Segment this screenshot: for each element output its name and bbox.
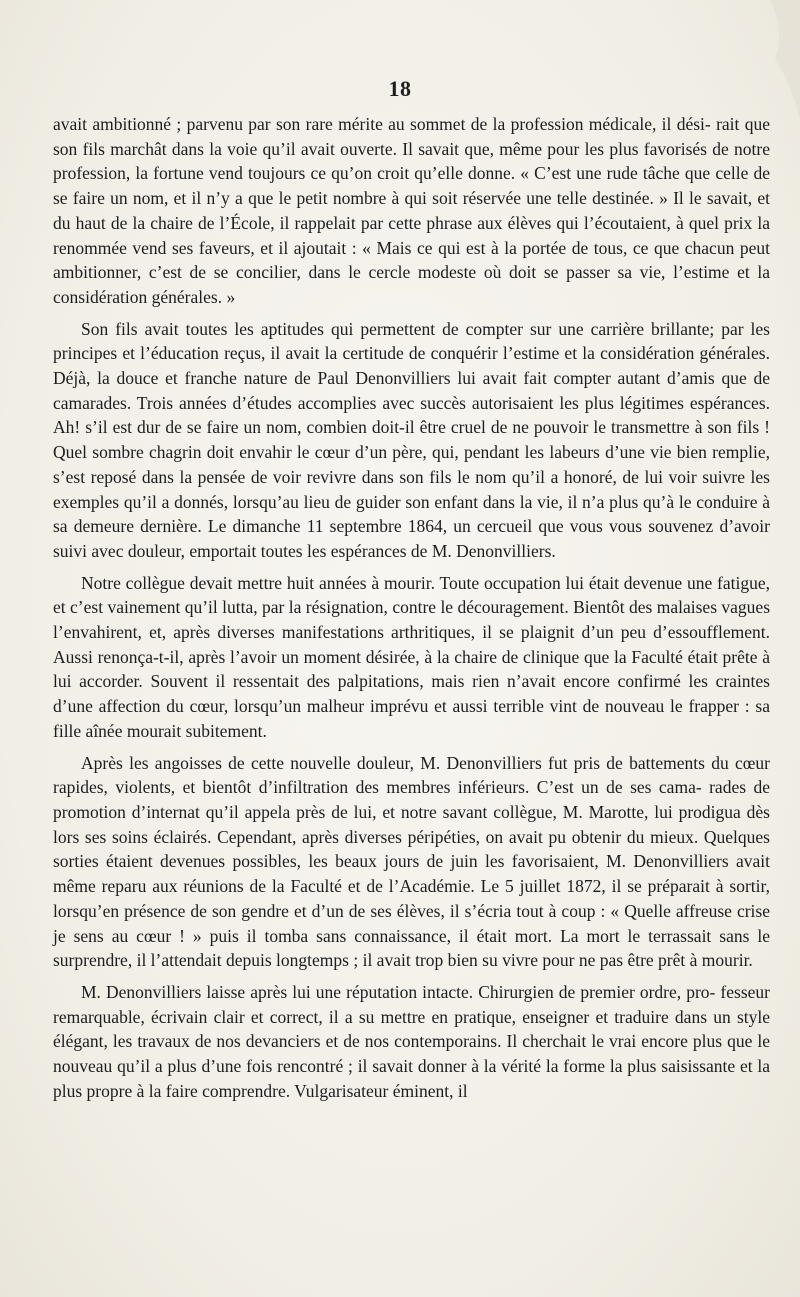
paragraph-2: Son fils avait toutes les aptitudes qui permettent de compter sur une carrière brillante; par les principes et l’éducation reçus, il avait la certitude de conquérir l’estime et la considération générales. Déjà, la douce et franche nature de Paul Denonvilliers lui avait fait compter autant d’amis que de camarades. Trois années d’études accomplies avec succès autorisaient les plus légitimes espérances. Ah! s’il est dur de se faire un nom, combien doit-il être cruel de ne pouvoir le transmettre à son fils ! Quel sombre chagrin doit envahir le cœur d’un père, qui, pendant les labeurs d’une vie bien remplie, s’est reposé dans la pensée de voir revivre dans son fils le nom qu’il a honoré, de lui voir suivre les exemples qu’il a donnés, lorsqu’au lieu de guider son enfant dans la vie, il n’a plus qu’à le conduire à sa demeure dernière. Le dimanche 11 septembre 1864, un cercueil que vous vous souvenez d’avoir suivi avec douleur, emportait toutes les espérances de M. Denonvilliers.: [53, 318, 770, 561]
paragraph-4: Après les angoisses de cette nouvelle douleur, M. Denonvilliers fut pris de battements du cœur rapides, violents, et bientôt d’infiltration des membres inférieurs. C’est un de ses cama- rades de promotion d’internat qu’il appela près de lui, et notre savant collègue, M. Marotte, lui prodigua dès lors ses soins éclairés. Cependant, après diverses péripéties, on avait pu obtenir du mieux. Quelques sorties étaient devenues possibles, les beaux jours de juin les favorisaient, M. Denonvilliers avait même reparu aux réunions de la Faculté et de l’Académie. Le 5 juillet 1872, il se préparait à sortir, lorsqu’en présence de son gendre et d’un de ses élèves, il s’écria tout à coup : « Quelle affreuse crise je sens au cœur ! » puis il tomba sans connaissance, il était mort. La mort le terrassait sans le surprendre, il l’attendait depuis longtemps ; il avait trop bien su vivre pour ne pas être prêt à mourir.: [53, 752, 770, 971]
page-number: 18: [388, 76, 412, 101]
body-text: [53, 112, 770, 1103]
paragraph-3: Notre collègue devait mettre huit années à mourir. Toute occupation lui était devenue une fatigue, et c’est vainement qu’il lutta, par la résignation, contre le découragement. Bientôt des malaises vagues l’envahirent, et, après diverses manifestations arthritiques, il se plaignit d’un peu d’essoufflement. Aussi renonça-t-il, après l’avoir un moment désirée, à la chaire de clinique que la Faculté était prête à lui accorder. Souvent il ressentait des palpitations, mais rien n’avait encore confirmé les craintes d’une affection du cœur, lorsqu’un malheur imprévu et aussi terrible vint de nouveau le frapper : sa fille aînée mourait subitement.: [53, 572, 770, 741]
page-corner-stain: [730, 0, 800, 120]
paragraph-1: avait ambitionné ; parvenu par son rare mérite au sommet de la profession médicale, il dési- rait que son fils marchât dans la voie qu’il avait ouverte. Il savait que, même pour les plus favorisés de notre profession, la fortune vend toujours ce qu’on croit qu’elle donne. « C’est une rude tâche que celle de se faire un nom, et il n’y a que le petit nombre à qui soit réservée une telle destinée. » Il le savait, et du haut de la chaire de l’École, il rappelait par cette phrase aux élèves qui l’écoutaient, à quel prix la renommée vend ses faveurs, et il ajoutait : « Mais ce qui est à la portée de tous, ce que chacun peut ambitionner, c’est de se concilier, dans le cercle modeste où doit se passer sa vie, l’estime et la considération générales. »: [53, 114, 770, 307]
paragraph-5: M. Denonvilliers laisse après lui une réputation intacte. Chirurgien de premier ordre, pro- fesseur remarquable, écrivain clair et correct, il a su mettre en pratique, enseigner et traduire dans un style élégant, les travaux de nos devanciers et de nos contemporains. Il cherchait le vrai encore plus que le nouveau qu’il a plus d’une fois rencontré ; il savait donner à la vérité la forme la plus saisissante et la plus propre à la faire comprendre. Vulgarisateur éminent, il: [53, 981, 770, 1101]
